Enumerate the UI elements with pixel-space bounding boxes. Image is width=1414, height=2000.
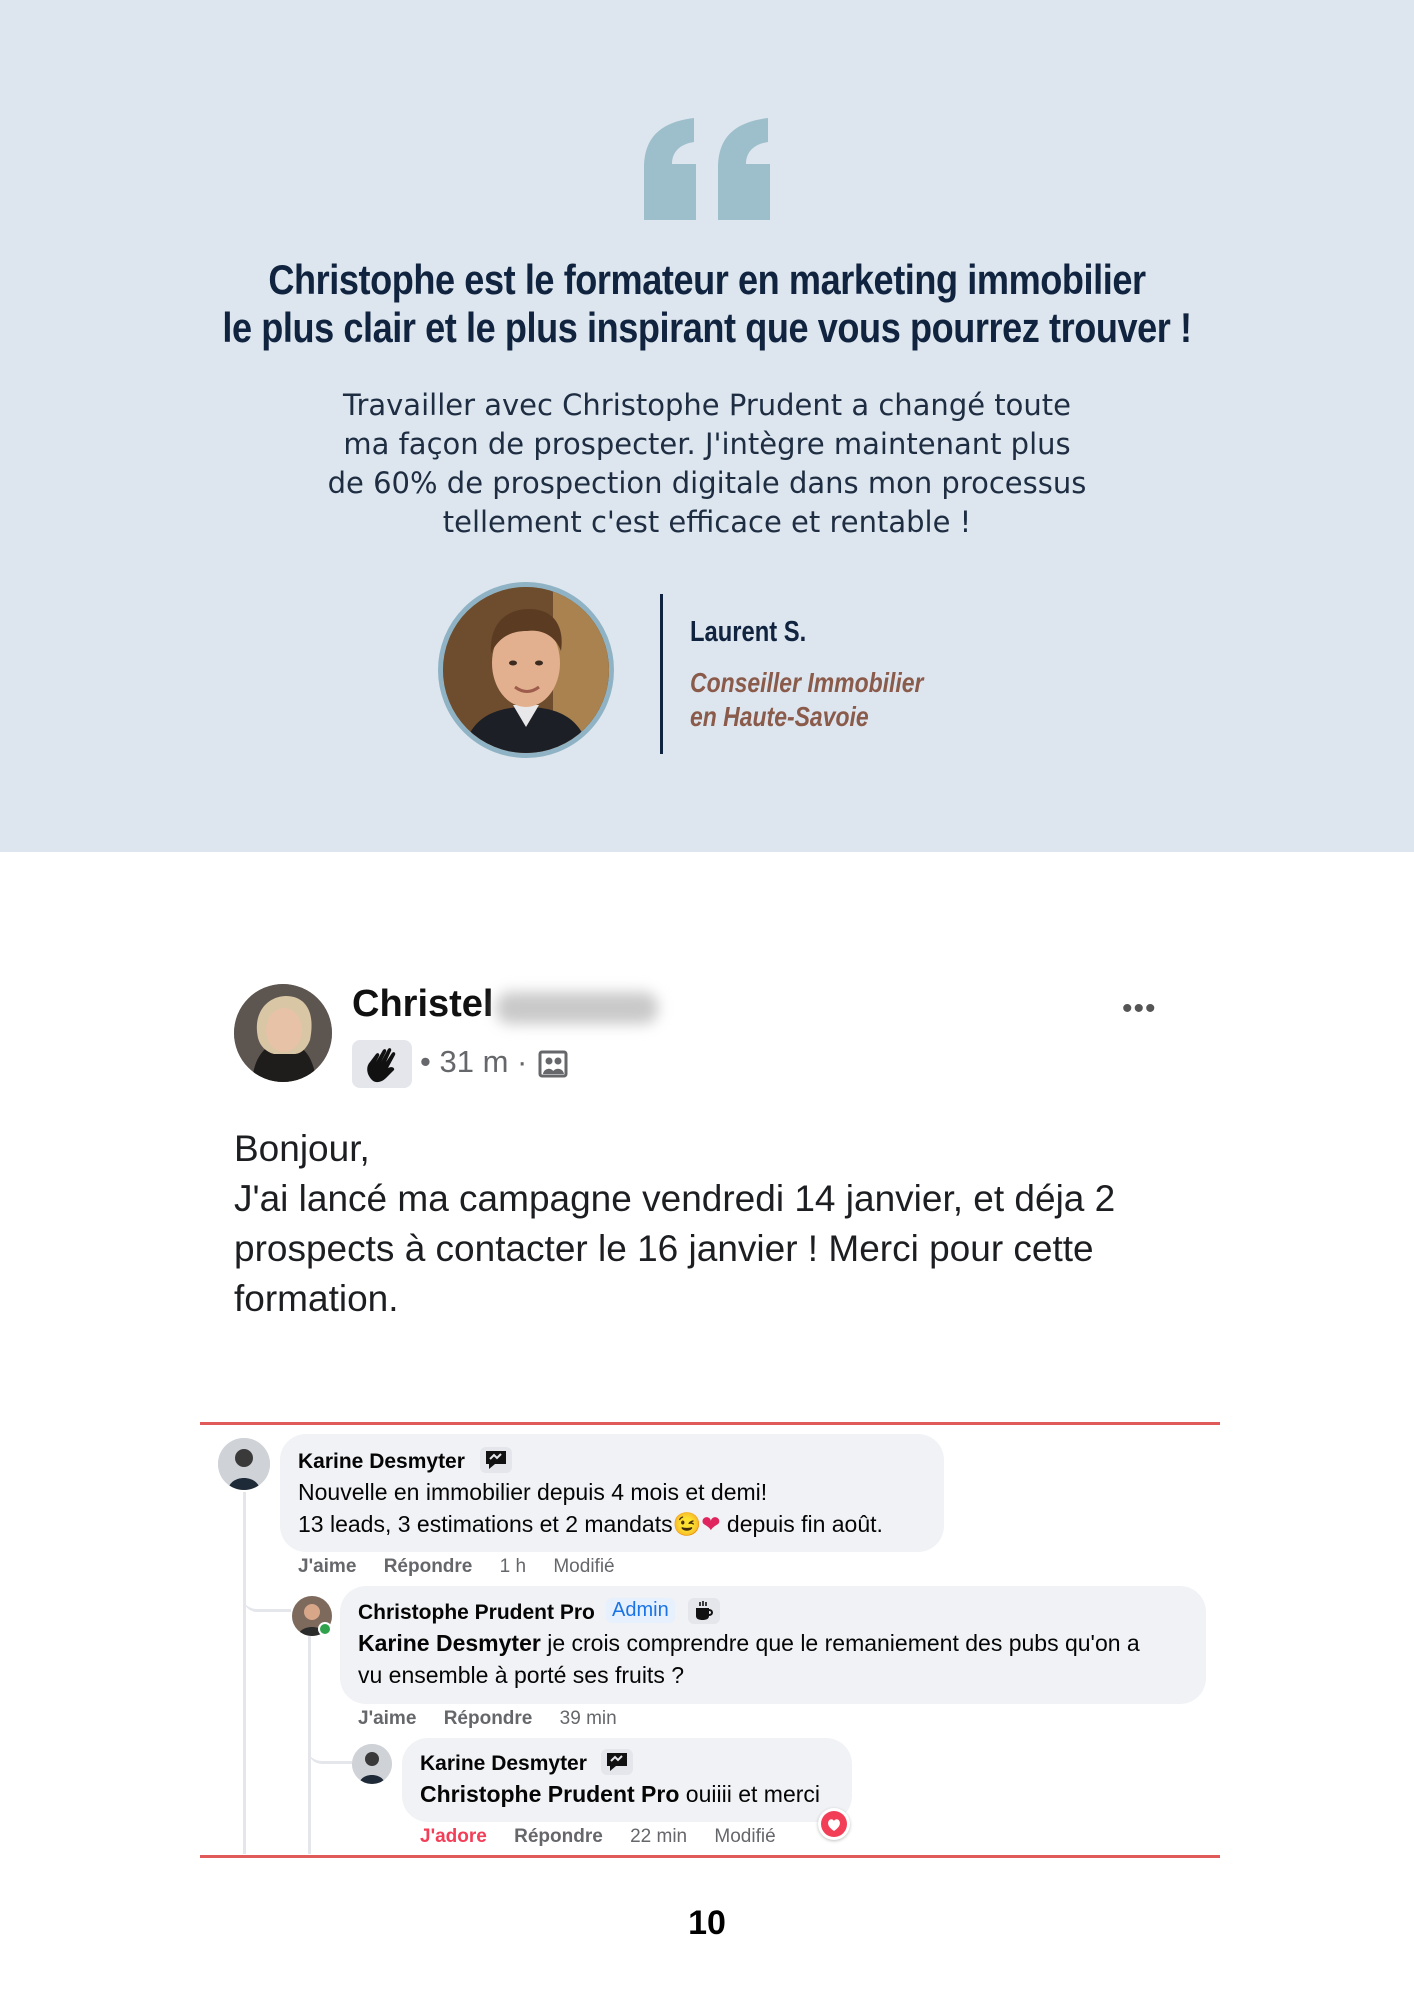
comment-time[interactable]: 39 min [559,1708,617,1729]
post-author-avatar[interactable] [234,984,332,1082]
thread-branch [308,1722,352,1764]
comment-line: Nouvelle en immobilier depuis 4 mois et demi! [298,1479,768,1505]
post-body [234,1124,1194,1324]
admin-badge: Admin [606,1598,675,1623]
comment-time[interactable]: 1 h [499,1556,527,1577]
testimonial-line: de 60% de prospection digitale dans mon processus [327,466,1087,500]
comment-actions [420,1826,798,1848]
comment-line-part: 13 leads, 3 estimations et 2 mandats [298,1511,673,1537]
reply-button[interactable]: Répondre [514,1826,603,1847]
testimonial-text [270,386,1144,542]
post-line: formation. [234,1278,399,1319]
group-audience-icon [538,1050,568,1078]
comment-author[interactable]: Christophe Prudent Pro [358,1601,595,1624]
comment-line [358,1627,1140,1659]
blurred-surname [496,992,658,1024]
highlight-top-rule [200,1422,1220,1425]
love-button[interactable]: J'adore [420,1826,487,1847]
like-button[interactable]: J'aime [358,1708,417,1729]
post-author-name[interactable]: Christel [352,983,494,1025]
author-name: Laurent S. [690,616,807,648]
testimonial-line: tellement c'est efficace et rentable ! [442,505,972,539]
quote-mark-icon [640,116,774,220]
comment-line-part: depuis fin août. [726,1511,883,1537]
heart-emoji-icon: ❤ [701,1511,721,1537]
testimonial-line: Travailler avec Christophe Prudent a changé toute [343,388,1071,422]
post-line: J'ai lancé ma campagne vendredi 14 janvier, et déja 2 [234,1178,1116,1219]
comment-actions [298,1556,637,1578]
post-time[interactable]: 31 m [439,1044,509,1079]
conversation-starter-icon [601,1749,633,1775]
comment-line [420,1778,820,1810]
comment-text [298,1476,883,1540]
author-role [690,666,923,734]
testimonial-section [0,0,1414,852]
waving-hand-icon[interactable] [352,1040,412,1088]
comment-line-part: ouiiii et merci [679,1781,821,1807]
commenter-avatar[interactable] [218,1438,270,1490]
mention[interactable]: Karine Desmyter [358,1630,541,1656]
reply-button[interactable]: Répondre [383,1556,473,1577]
comment-line: vu ensemble à porté ses fruits ? [358,1662,684,1688]
post-line: Bonjour, [234,1128,370,1169]
post-timestamp[interactable]: • 31 m · [420,1044,528,1079]
comment-line [298,1508,883,1540]
highlight-bottom-rule [200,1855,1220,1858]
author-role-line: en Haute-Savoie [690,701,869,732]
author-role-line: Conseiller Immobilier [690,667,924,698]
headline-line: Christophe est le formateur en marketing immobilier [268,256,1146,303]
like-button[interactable]: J'aime [298,1556,357,1577]
testimonial-line: ma façon de prospecter. J'intègre maintenant plus [343,427,1071,461]
edited-label: Modifié [714,1826,776,1847]
comment-actions [358,1708,639,1730]
author-portrait [438,582,614,758]
divider [660,594,663,754]
coffee-badge-icon [688,1598,720,1624]
more-dots-icon[interactable]: ••• [1122,992,1157,1025]
post-line: prospects à contacter le 16 janvier ! Merci pour cette [234,1228,1094,1269]
online-status-dot [318,1622,332,1636]
thread-branch [243,1570,291,1612]
testimonial-headline [100,256,1314,352]
comment-author[interactable]: Karine Desmyter [298,1450,465,1473]
edited-label: Modifié [553,1556,615,1577]
mention[interactable]: Christophe Prudent Pro [420,1781,680,1807]
commenter-avatar[interactable] [352,1744,392,1784]
conversation-starter-icon [480,1447,512,1473]
comment-text [358,1627,1140,1691]
headline-line: le plus clair et le plus inspirant que vous pourrez trouver ! [222,304,1192,351]
reply-button[interactable]: Répondre [443,1708,533,1729]
comment-time[interactable]: 22 min [630,1826,688,1847]
page-number: 10 [688,1904,726,1942]
comment-author[interactable]: Karine Desmyter [420,1752,587,1775]
comment-line-part: je crois comprendre que le remaniement des pubs qu'on a [540,1630,1140,1656]
thread-line [243,1492,246,1854]
love-reaction-icon[interactable] [818,1808,850,1840]
wink-emoji-icon: 😉 [672,1511,702,1537]
comment-text [420,1778,820,1810]
